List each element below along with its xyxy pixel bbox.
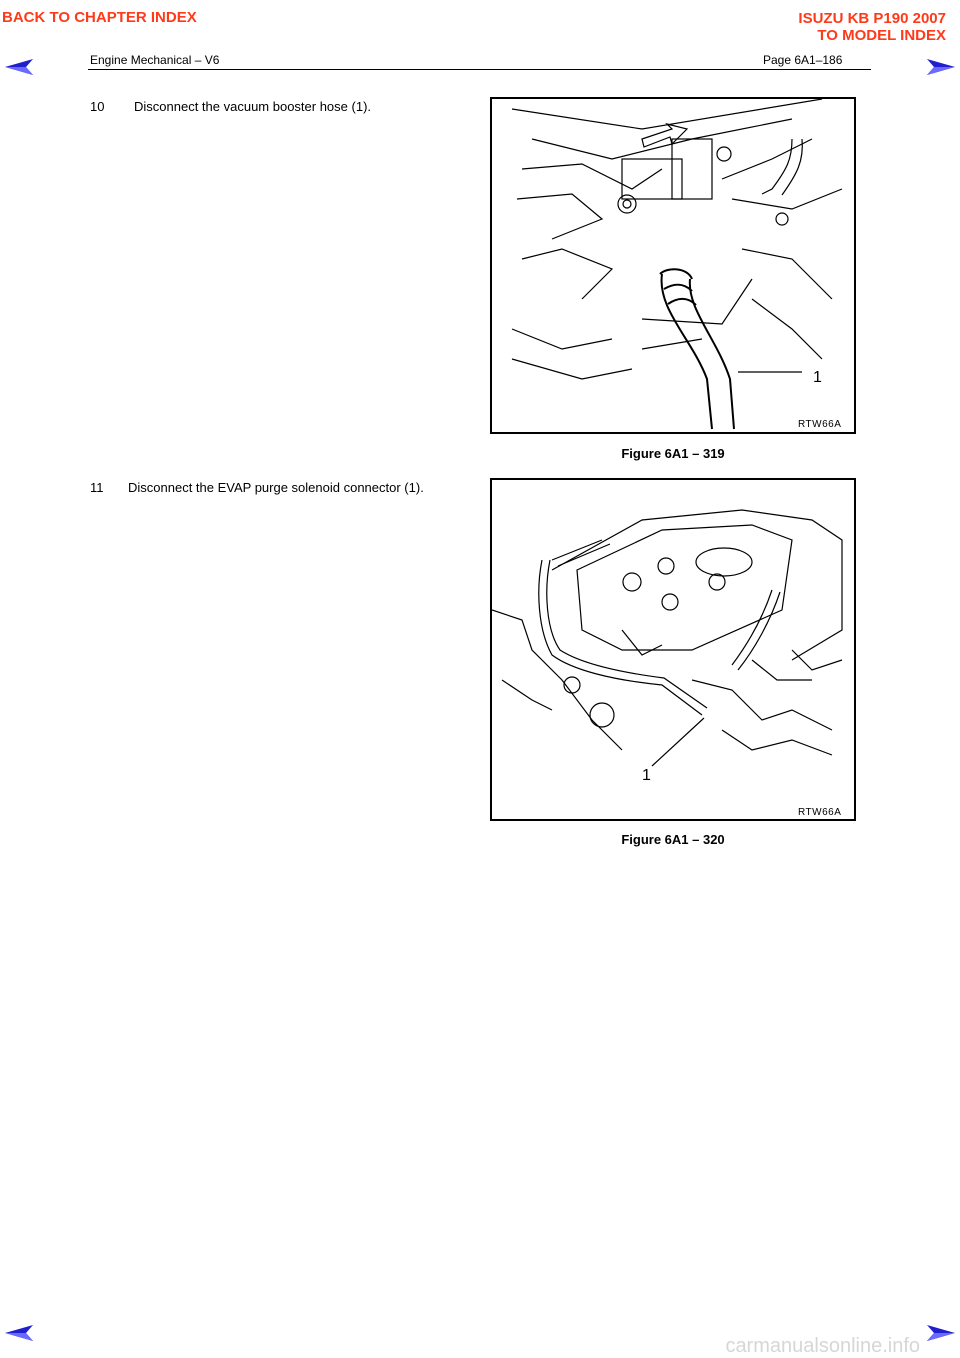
forward-arrow-icon[interactable]	[926, 1324, 956, 1342]
model-title: ISUZU KB P190 2007	[798, 10, 946, 27]
figure-caption: Figure 6A1 – 320	[621, 832, 725, 847]
header-rule	[88, 69, 871, 70]
forward-arrow-icon[interactable]	[926, 58, 956, 76]
page-number: Page 6A1–186	[763, 53, 843, 67]
model-title-link[interactable]	[798, 10, 946, 44]
figure-callout: 1	[813, 369, 822, 386]
step-number: 10	[90, 99, 105, 114]
back-to-chapter-index-link[interactable]: BACK TO CHAPTER INDEX	[2, 9, 197, 26]
figure-code: RTW66A	[798, 419, 842, 430]
back-arrow-icon[interactable]	[4, 58, 34, 76]
step-text: Disconnect the EVAP purge solenoid connector (1).	[128, 480, 424, 495]
watermark: carmanualsonline.info	[725, 1335, 920, 1357]
back-arrow-icon[interactable]	[4, 1324, 34, 1342]
section-title: Engine Mechanical – V6	[90, 53, 220, 67]
engine-illustration	[492, 99, 854, 432]
figure-code: RTW66A	[798, 807, 842, 818]
to-model-index: TO MODEL INDEX	[817, 27, 946, 44]
figure-vacuum-booster-hose	[490, 97, 856, 434]
step-11	[90, 480, 424, 495]
figure-evap-purge-solenoid	[490, 478, 856, 821]
engine-illustration	[492, 480, 854, 819]
step-10	[90, 99, 371, 114]
step-number: 11	[90, 480, 104, 495]
figure-caption: Figure 6A1 – 319	[621, 446, 725, 461]
step-text: Disconnect the vacuum booster hose (1).	[134, 99, 372, 114]
figure-callout: 1	[642, 767, 651, 784]
